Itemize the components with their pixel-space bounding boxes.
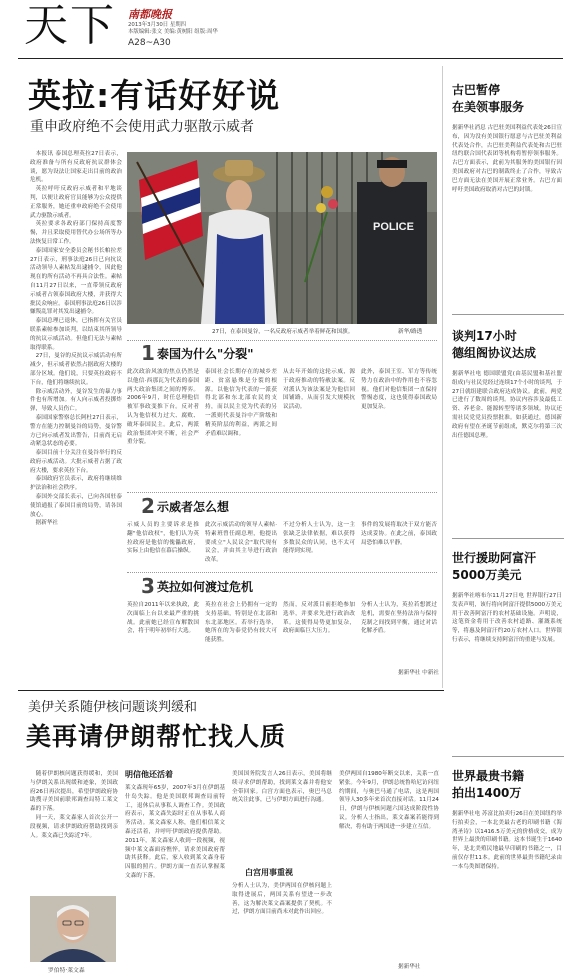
photo-credit: 新华/路透 (398, 329, 423, 335)
section-2-title: 示威者怎么想 (157, 500, 230, 514)
section-3-col-4: 分析人士认为，英拉若想渡过危机，需要在坚持法治与保持克制之间找到平衡，通过对话化解矛盾。 (361, 602, 437, 635)
paragraph: 随着伊朗核问题获得缓和，美国与伊朗关系出现缓和迹象，美国政府26日再次提出，希望伊朗政府协助搜寻美国前联邦调查局特工莱文森的下落。 (30, 771, 118, 813)
second-subhead-1: 明信他还活着 (125, 770, 173, 779)
newspaper-logo: 南都晚报 (128, 8, 172, 21)
paragraph: 泰国目前十分关注在曼谷举行的反政府示威活动。大批示威者占据了政府大楼，要求英拉下台。 (30, 450, 122, 474)
paragraph: 同一天，莱文森家人首次公开一段视频，请求伊朗政府帮助找到亲人。莱文森已失踪近7年。 (30, 814, 118, 839)
paragraph: 本报讯 泰国总理英拉27日表示，政府准备与所有反政府抗议群体会谈，愿为设法让国家走出目前的政治危机。 (30, 151, 122, 184)
divider (452, 538, 564, 539)
portrait-photo (30, 896, 116, 962)
second-subhead-2: 白宫用事重视 (245, 868, 293, 877)
section-1-col-3: 从去年开始的这轮示威，源于政府推动的特赦法案。反对派认为该法案是为他信回国铺路，从而引发大规模抗议活动。 (283, 369, 355, 411)
editors-line: 本版编辑:张文 美编:黄树阳 组版:周华 (128, 29, 218, 35)
divider (452, 314, 564, 315)
brief-1-body: 据新华社消息 古巴驻美国利益代表处26日宣布，因为没有美国银行愿意与古巴驻美利益代表处合作，古巴驻美利益代表处和古巴驻纽约联合国代表团等机构将暂停领事服务。古巴方面表示，此前为其服务的美国银行因美国政府对古巴的制裁终止了合作，导致古巴方面无法在美国开展正常业务。古巴方面呼吁美国政府取消对古巴的封锁。 (452, 125, 562, 193)
section-3-col-1: 英拉自2011年以来执政，此次面临上台以来最严重的挑战。此前她已经宣布解散国会，将于明年初举行大选。 (127, 602, 199, 635)
second-headline: 美再请伊朗帮忙找人质 (26, 722, 287, 751)
header-rule (18, 58, 563, 59)
section-1-number: 1 (141, 341, 155, 365)
brief-3-title-line-2: 5000万美元 (452, 568, 522, 582)
brief-1-title-line-1: 古巴暂停 (452, 83, 501, 97)
paragraph: 泰国政府官员表示，政府将继续维护法治和社会秩序。 (30, 476, 122, 492)
brief-3-title-line-1: 世行援助阿富汗 (452, 551, 537, 565)
second-kicker: 美伊关系随伊核问题谈判缓和 (28, 700, 198, 715)
paragraph: 泰国国家安全委员会秘书长帕拉差27日表示，刑事法庭26日已向抗议活动领导人素帖发出逮捕令，因此他现在的所有活动不再具合法性。素帖自11月27日以来，一直带领反政府示威者占领泰国政府大楼，并获得大批民众响应。泰国刑事法庭26日以涉嫌叛乱罪对其发出逮捕令。 (30, 247, 122, 316)
section-3-source: 据新华社 中新社 (398, 670, 439, 676)
paragraph: 据新华社 (35, 520, 58, 527)
page-range: A28~A30 (128, 38, 171, 48)
second-col-3b: 分析人士认为，美伊两国在伊核问题上取得进展后，两国关系有望进一步改善，这为解决莱文森案提供了契机。不过，伊朗方面目前尚未对此作出回应。 (232, 883, 332, 916)
section-2-col-2: 此次示威活动的领导人素帖·特素班曾任副总理，他提出要成立"人民议会"取代现有议会，并由其主导进行政治改革。 (205, 522, 277, 564)
portrait-caption: 罗伯特·莱文森 (48, 968, 85, 974)
paragraph: 除示威活动外，曼谷发生的暴力事件也有所增加。有人向示威者投掷炸弹，导致人员伤亡。 (30, 388, 122, 413)
second-col-4: 美伊两国自1980年断交以来，关系一直紧张。今年9月，伊朗总统鲁哈尼访问纽约期间，与奥巴马通了电话，这是两国领导人30多年来首次直接对话。11月24日，伊朗与伊核问题六国达成阶段性协议。分析人士指出，莱文森案若能得到解决，将有助于两国进一步建立互信。 (339, 771, 439, 830)
divider (127, 572, 437, 573)
second-intro-text (30, 770, 118, 890)
brief-4-body: 据新华社电 苏富比拍卖行26日在美国纽约举行拍卖会，一本北美最古老的印刷书籍《海湾圣诗》以1416.5万美元的价格成交，成为世界上最贵的印刷书籍。这本书诞生于1640年，是北美殖民地最早印刷的书籍之一，目前仅存世11本。此前的世界最贵书籍纪录由一本鸟类图谱保持。 (452, 811, 562, 870)
brief-4-title-line-2: 拍出1400万 (452, 786, 522, 800)
paragraph: 泰国外交部长表示，已向各国驻泰使馆通报了泰国目前的局势，请各国放心。 (30, 494, 122, 518)
brief-2-title-line-1: 谈判17小时 (452, 329, 517, 343)
police-vest-text: POLICE (373, 221, 414, 233)
lead-subheadline: 重申政府绝不会使用武力驱散示威者 (30, 119, 254, 135)
brief-2-title-line-2: 德组阁协议达成 (452, 346, 537, 360)
section-1-title: 泰国为什么"分裂" (157, 347, 254, 361)
paragraph: 泰国国家警察总长阿杜27日表示，警方在能力控制曼谷的局势，曼谷警方已向示威者发出警告，目前尚无启动紧急状态的必要。 (30, 414, 122, 448)
section-3-col-2: 英拉在社会上仍拥有一定的支持基础，特别是在北部和东北部地区。若举行选举，她所在的为泰党仍有较大可能获胜。 (205, 602, 277, 644)
lead-intro-text (30, 150, 122, 695)
divider (452, 756, 564, 757)
second-source: 据新华社 (398, 964, 421, 970)
section-1-col-2: 泰国社会长期存在的城乡差距、贫富悬殊是分裂的根源。以他信为代表的一派获得北部和东北部农民的支持，而以民主党为代表的另一派则代表曼谷中产阶级和精英阶层的利益，两派之间矛盾难以调和。 (205, 369, 277, 437)
second-col-3: 美国国务院发言人26日表示，美国将继续寻求伊朗帮助，找到莱文森并将他安全带回家。白宫方面也表示，奥巴马总统关注此事，已与伊朗方面进行沟通。 (232, 771, 332, 804)
portrait-illustration (30, 896, 116, 962)
paragraph: 英拉呼吁反政府示威者和平地谈判，以便让政府官员能够为公众提供正常服务，她还重申政府绝不会使用武力驱散示威者。 (30, 186, 122, 219)
brief-4-title-line-1: 世界最贵书籍 (452, 769, 525, 783)
protest-photo-illustration (127, 152, 437, 324)
section-3-col-3: 然而，反对派目前拒绝参加选举，并要求先进行政治改革。这使得局势更加复杂，政府面临巨大压力。 (283, 602, 355, 635)
section-title: 天下 (24, 0, 116, 51)
brief-3-body: 据新华社喀布尔11月27日电 世界银行27日发表声明，该行将向阿富汗提供5000万美元用于改善阿富汗的农村基础设施。声明说，这笔资金将用于改善农村道路、灌溉系统等，将惠及阿富汗约20万农村人口。世界银行表示，将继续支持阿富汗的重建与发展。 (452, 593, 562, 643)
lead-headline: 英拉:有话好好说 (28, 76, 281, 115)
sidebar-divider (442, 66, 443, 688)
section-1-col-4: 此外，泰国王室、军方等传统势力在政治中的作用也不容忽视。他们对他信集团一直保持警惕态度，这也使得泰国政局更加复杂。 (361, 369, 437, 411)
divider (127, 492, 437, 493)
lead-photo (127, 152, 437, 324)
section-2-col-1: 示威人员的主要诉求是推翻"他信政权"，他们认为英拉政府是他信的傀儡政府，实际上由他信在幕后操纵。 (127, 522, 199, 555)
divider (127, 340, 437, 341)
second-story-rule (18, 690, 444, 691)
brief-2-body: 据新华社电 德国联盟党(由基民盟和基社盟组成)与社民党经过连续17个小时的谈判，于27日就组建联合政府达成协议。此前，两党已进行了数周的谈判。协议内容涉及最低工资、养老金、能源转型等诸多领域。协议还需社民党党员投票批准。如获通过，德国新政府有望在圣诞节前组成，默克尔将第三次出任德国总理。 (452, 371, 562, 439)
section-1-col-1: 此次政治风波的焦点仍然是以他信·西那瓦为代表的泰国两大政治集团之间的博弈。2006年9月，时任总理他信被军事政变推下台。反对者认为他信权力过大、腐败、破坏泰国民主。此后，两派政治集团冲突不断，社会严重分裂。 (127, 369, 199, 446)
section-2-number: 2 (141, 494, 155, 518)
paragraph: 英拉要求各政府部门保持高度警惕，并且采取使用替代办公场所等办法恢复日常工作。 (30, 221, 122, 245)
paragraph: 泰国总理已退休，已指挥有关官员联系素帖参加谈判，以结束其所领导的抗议示威活动。但他们无法与素帖取得联系。 (30, 318, 122, 351)
second-col-2: 莱文森现年65岁，2007年3月在伊朗基什岛失踪。他是美国联邦调查局前特工，退休后从事私人调查工作。美国政府表示，莱文森失踪时正在从事私人商务活动。莱文森家人称，他们相信莱文森还活着，并呼吁伊朗政府提供帮助。2011年，莱文森家人收到一段视频，视频中莱文森面容憔悴，请求美国政府帮助其获释。此后，家人收到莱文森身着囚服的照片。伊朗方面一直否认掌握莱文森的下落。 (125, 785, 225, 879)
section-2-col-3: 不过分析人士认为，这一主张缺乏法律依据，难以获得多数民众的认同，也不太可能得到实现。 (283, 522, 355, 555)
section-2-col-4: 事件的发展将取决于双方能否达成妥协。在此之前，泰国政局恐怕难以平静。 (361, 522, 437, 546)
date-line: 2013年3月30日 星期四 (128, 22, 187, 28)
photo-caption: 27日，在泰国曼谷，一名反政府示威者举着鲜花和国旗。 (212, 329, 354, 335)
section-3-number: 3 (141, 574, 155, 598)
brief-1-title-line-2: 在美领事服务 (452, 100, 525, 114)
paragraph: 27日，曼谷的反抗议示威活动有所减少，但示威者依然占据政府大楼的部分区域。他们说，只要英拉政府不下台，他们将继续抗议。 (30, 353, 122, 386)
section-3-title: 英拉如何渡过危机 (157, 580, 254, 594)
